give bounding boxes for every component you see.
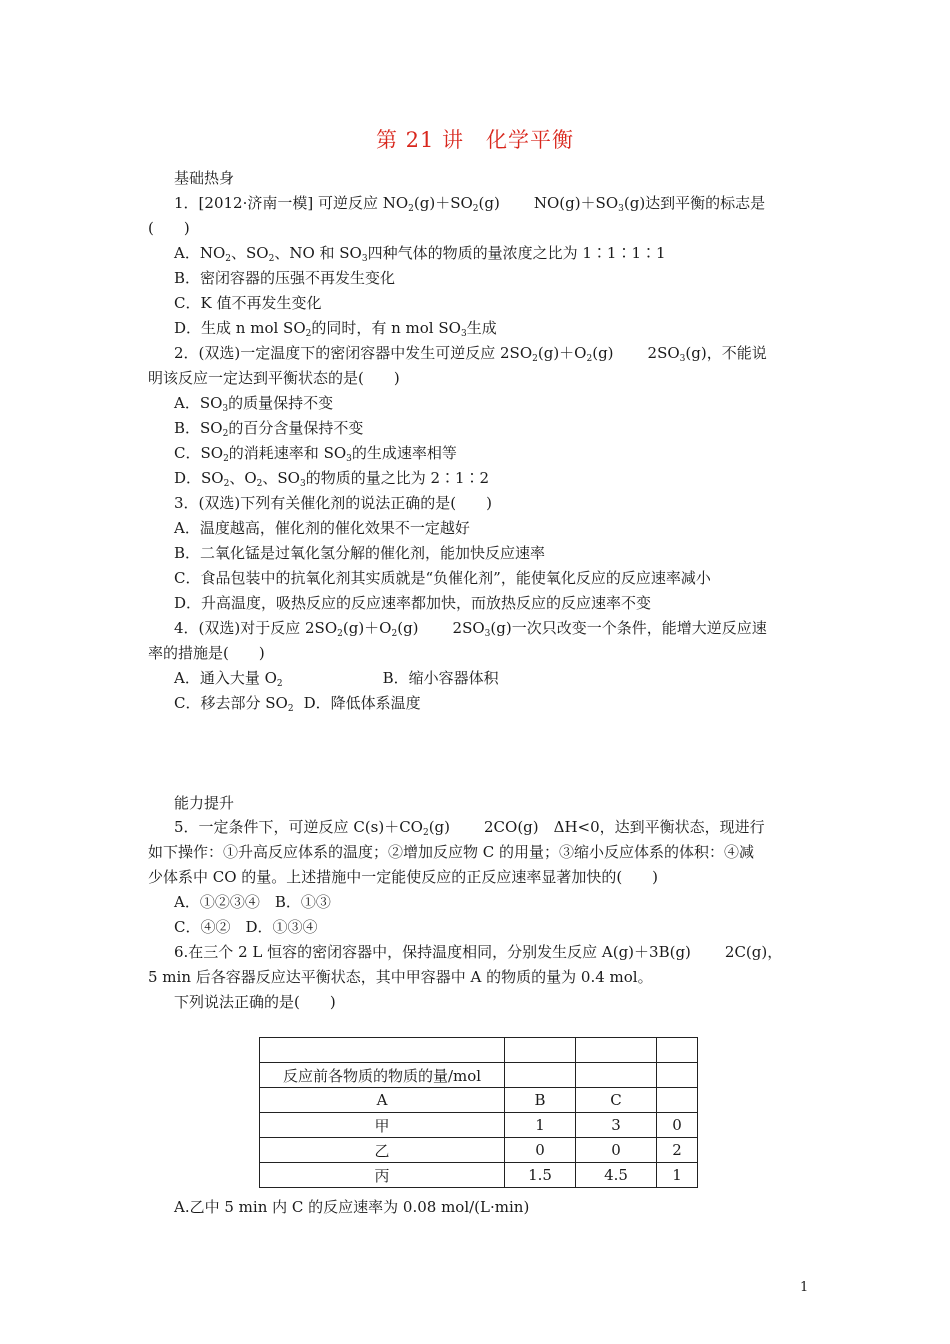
q6-data-table — [259, 1037, 698, 1188]
q1-option-a: A．$NO_2$、$SO_2$、NO 和 $SO_3$四种气体的物质的量浓度之比为 1∶1∶1∶1 — [174, 244, 666, 264]
q1-stem: 1．[2012·济南一模] 可逆反应 $NO_2(g)+SO_2(g)$ $NO(g)+SO_3(g)$达到平衡的标志是 — [174, 194, 766, 214]
q5-options-ab: A．①②③④ B．①③ — [174, 893, 331, 911]
table-row: 乙 0 0 2 — [260, 1138, 698, 1163]
page-number: 1 — [800, 1280, 809, 1295]
q3-option-d: D．升高温度，吸热反应的反应速率都加快，而放热反应的反应速率不变 — [174, 594, 652, 612]
q4-stem-line2: 率的措施是( ) — [148, 644, 265, 662]
q5-options-cd: C．④② D．①③④ — [174, 918, 318, 936]
table-col-c: C — [576, 1088, 657, 1113]
q6-stem-line3: 下列说法正确的是( ) — [174, 993, 336, 1011]
q6-stem: 6.在三个 2 L 恒容的密闭容器中，保持温度相同，分别发生反应 A(g)＋3B(g) 2C(g)， — [174, 943, 783, 961]
table-header: 反应前各物质的物质的量/mol — [260, 1063, 505, 1088]
q2-option-a: A．$SO_3$的质量保持不变 — [174, 394, 334, 414]
table-row — [260, 1088, 698, 1113]
q1-option-d: D．生成 n mol $SO_2$的同时，有 n mol $SO_3$生成 — [174, 319, 497, 339]
q4-options-cd: C．移去部分 $SO_2$ D．降低体系温度 — [174, 694, 421, 714]
table-row: 丙 1.5 4.5 1 — [260, 1163, 698, 1188]
q5-stem-line2: 如下操作：①升高反应体系的温度；②增加反应物 C 的用量；③缩小反应体系的体积：④减 — [148, 843, 755, 861]
table-col-b: B — [505, 1088, 576, 1113]
q3-option-c: C．食品包装中的抗氧化剂其实质就是“负催化剂”，能使氧化反应的反应速率减小 — [174, 569, 711, 587]
q5-stem: 5．一定条件下，可逆反应 $C(s)+CO_2(g)$ 2CO(g) ΔH<0，达到平衡状态，现进行 — [174, 818, 765, 838]
section-advanced: 能力提升 — [174, 794, 235, 812]
q3-stem: 3．(双选)下列有关催化剂的说法正确的是( ) — [174, 494, 492, 512]
q2-option-b: B．$SO_2$的百分含量保持不变 — [174, 419, 364, 439]
q1-option-c: C．K 值不再发生变化 — [174, 294, 322, 312]
q2-stem: 2．(双选)一定温度下的密闭容器中发生可逆反应 $2SO_2(g)+O_2(g)$ $2SO_3(g)$，不能说 — [174, 344, 767, 364]
q3-option-a: A．温度越高，催化剂的催化效果不一定越好 — [174, 519, 470, 537]
q6-stem-line2: 5 min 后各容器反应达平衡状态，其中甲容器中 A 的物质的量为 0.4 mol。 — [148, 968, 653, 986]
q2-option-d: D．$SO_2$、$O_2$、$SO_3$的物质的量之比为 2∶1∶2 — [174, 469, 490, 489]
q4-stem: 4．(双选)对于反应 $2SO_2(g)+O_2(g)$ $2SO_3(g)$一次只改变一个条件，能增大逆反应速 — [174, 619, 767, 639]
q5-stem-line3: 少体系中 CO 的量。上述措施中一定能使反应的正反应速率显著加快的( ) — [148, 868, 659, 886]
table-col-a: A — [260, 1088, 505, 1113]
q1-paren: ( ) — [148, 219, 190, 237]
page-title: 第 21 讲 化学平衡 — [375, 128, 575, 152]
q3-option-b: B．二氧化锰是过氧化氢分解的催化剂，能加快反应速率 — [174, 544, 546, 562]
q1-option-b: B．密闭容器的压强不再发生变化 — [174, 269, 396, 287]
section-basic: 基础热身 — [174, 169, 235, 187]
q2-option-c: C．$SO_2$的消耗速率和 $SO_3$的生成速率相等 — [174, 444, 457, 464]
q2-stem-line2: 明该反应一定达到平衡状态的是( ) — [148, 369, 400, 387]
q4-options-ab: A．通入大量 $O_2$ B．缩小容器体积 — [174, 669, 499, 689]
table-row: 甲 1 3 0 — [260, 1113, 698, 1138]
q6-option-a: A.乙中 5 min 内 C 的反应速率为 0.08 mol/(L·min) — [174, 1198, 530, 1216]
